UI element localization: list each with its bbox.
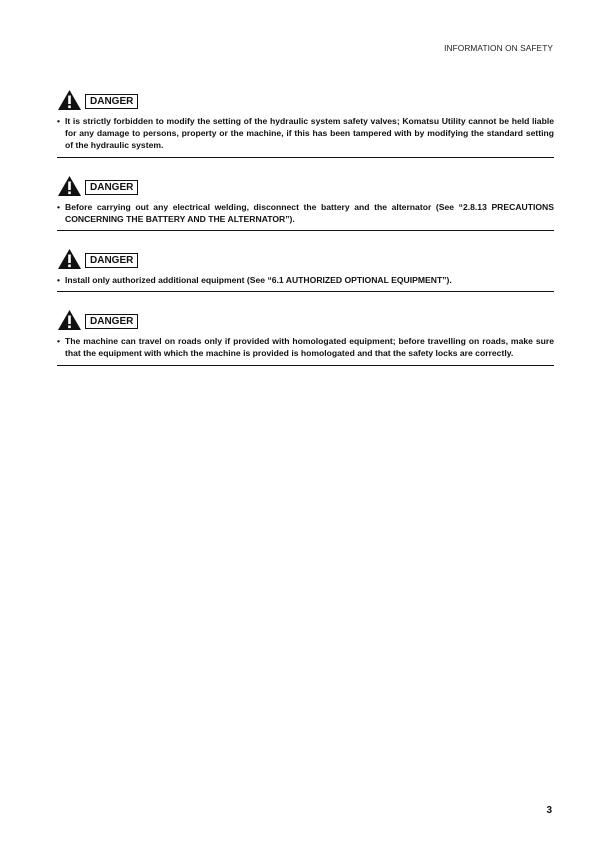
danger-label: DANGER	[85, 180, 138, 195]
danger-label: DANGER	[85, 253, 138, 268]
divider-rule	[57, 230, 554, 231]
warning-triangle-icon	[57, 175, 82, 197]
danger-block	[57, 175, 554, 231]
danger-bullet	[57, 274, 554, 286]
danger-bullet	[57, 335, 554, 359]
danger-text: The machine can travel on roads only if provided with homologated equipment; before travelling on roads, make sure that the equipment with which the machine is provided is homologated and that the safety locks are correctly.	[65, 336, 554, 358]
bullet-dot: •	[57, 202, 61, 212]
danger-block	[57, 248, 554, 292]
divider-rule	[57, 291, 554, 292]
danger-block	[57, 89, 554, 158]
section-header: INFORMATION ON SAFETY	[444, 43, 553, 53]
divider-rule	[57, 157, 554, 158]
danger-heading	[57, 89, 554, 111]
danger-text: Install only authorized additional equipment (See “6.1 AUTHORIZED OPTIONAL EQUIPMENT”).	[65, 275, 452, 285]
danger-heading	[57, 175, 554, 197]
divider-rule	[57, 365, 554, 366]
danger-text: Before carrying out any electrical welding, disconnect the battery and the alternator (See “2.8.13 PRECAUTIONS CONCERNING THE BATTERY AND THE ALTERNATOR”).	[65, 202, 554, 224]
danger-bullet	[57, 115, 554, 151]
danger-heading	[57, 248, 554, 270]
warning-triangle-icon	[57, 309, 82, 331]
danger-block	[57, 309, 554, 366]
bullet-dot: •	[57, 336, 61, 346]
bullet-dot: •	[57, 275, 61, 285]
danger-heading	[57, 309, 554, 331]
danger-bullet	[57, 201, 554, 225]
warning-triangle-icon	[57, 248, 82, 270]
danger-label: DANGER	[85, 314, 138, 329]
warning-triangle-icon	[57, 89, 82, 111]
danger-label: DANGER	[85, 94, 138, 109]
danger-text: It is strictly forbidden to modify the setting of the hydraulic system safety valves; Komatsu Utility cannot be held liable for any damage to persons, property or the machine, if this has been tampered with by modifying the standard setting of the hydraulic system.	[65, 116, 554, 150]
page-number: 3	[546, 805, 552, 816]
bullet-dot: •	[57, 116, 61, 126]
